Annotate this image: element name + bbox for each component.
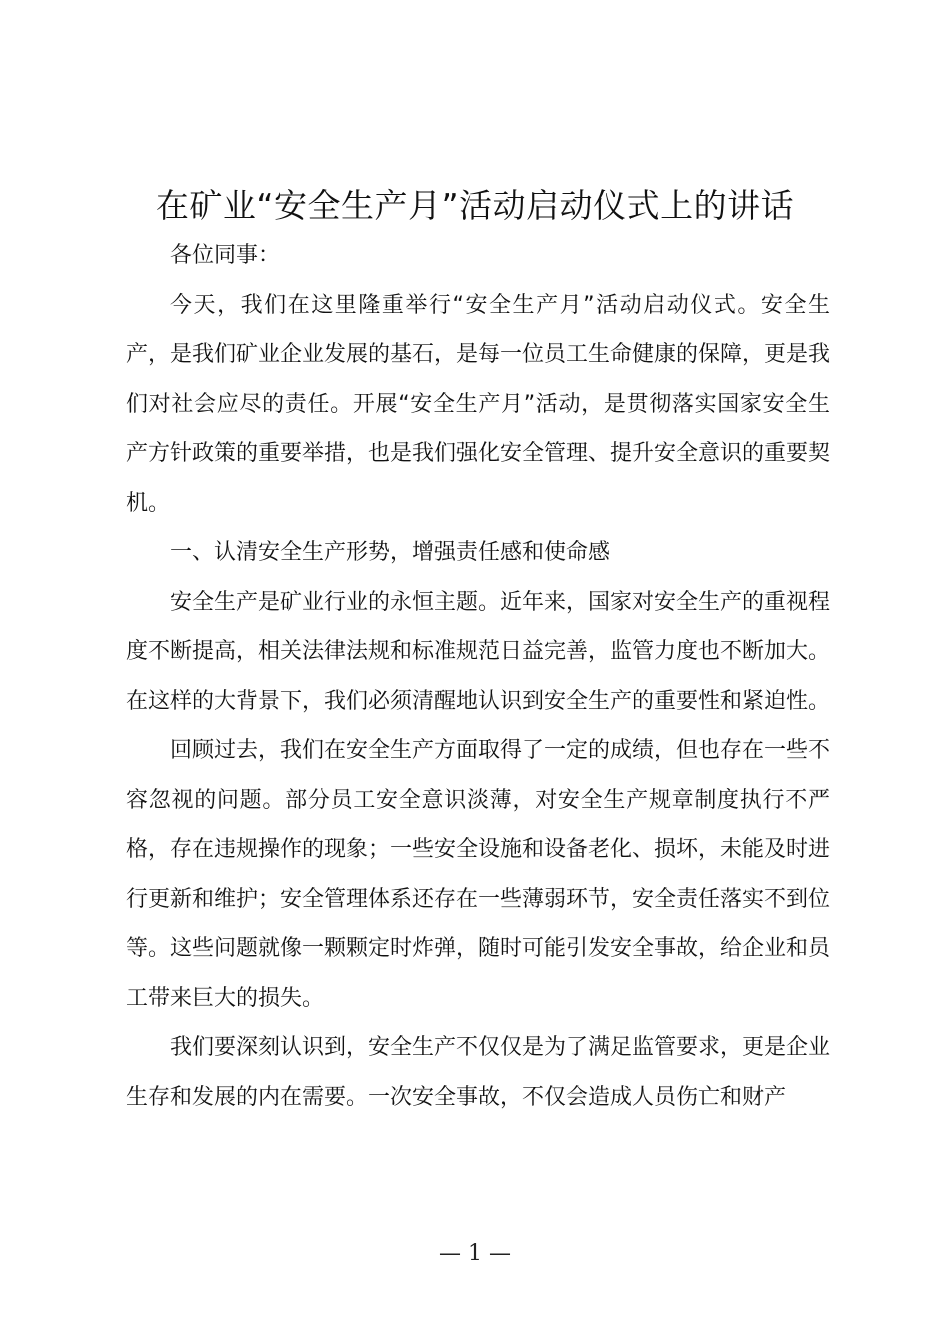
document-title: 在矿业“安全生产月”活动启动仪式上的讲话 bbox=[155, 186, 795, 225]
paragraph-intro: 今天，我们在这里隆重举行“安全生产月”活动启动仪式。安全生产，是我们矿业企业发展的基石，是每一位员工生命健康的保障，更是我们对社会应尽的责任。开展“安全生产月”活动，是贯彻落实国家安全生产方针政策的重要举措，也是我们强化安全管理、提升安全意识的重要契机。 bbox=[126, 292, 831, 516]
section-heading: 一、认清安全生产形势，增强责任感和使命感 bbox=[170, 540, 611, 565]
document-body bbox=[126, 231, 830, 1122]
paragraph-review: 回顾过去，我们在安全生产方面取得了一定的成绩，但也存在一些不容忽视的问题。部分员工安全意识淡薄，对安全生产规章制度执行不严格，存在违规操作的现象；一些安全设施和设备老化、损坏，未能及时进行更新和维护；安全管理体系还存在一些薄弱环节，安全责任落实不到位等。这些问题就像一颗颗定时炸弹，随时可能引发安全事故，给企业和员工带来巨大的损失。 bbox=[126, 738, 831, 1011]
salutation: 各位同事： bbox=[170, 243, 281, 268]
paragraph-situation: 安全生产是矿业行业的永恒主题。近年来，国家对安全生产的重视程度不断提高，相关法律法规和标准规范日益完善，监管力度也不断加大。在这样的大背景下，我们必须清醒地认识到安全生产的重要性和紧迫性。 bbox=[126, 589, 831, 714]
paragraph-awareness: 我们要深刻认识到，安全生产不仅仅是为了满足监管要求，更是企业生存和发展的内在需要。一次安全事故，不仅会造成人员伤亡和财产 bbox=[126, 1035, 831, 1110]
page-number: — 1 — bbox=[439, 1241, 511, 1266]
